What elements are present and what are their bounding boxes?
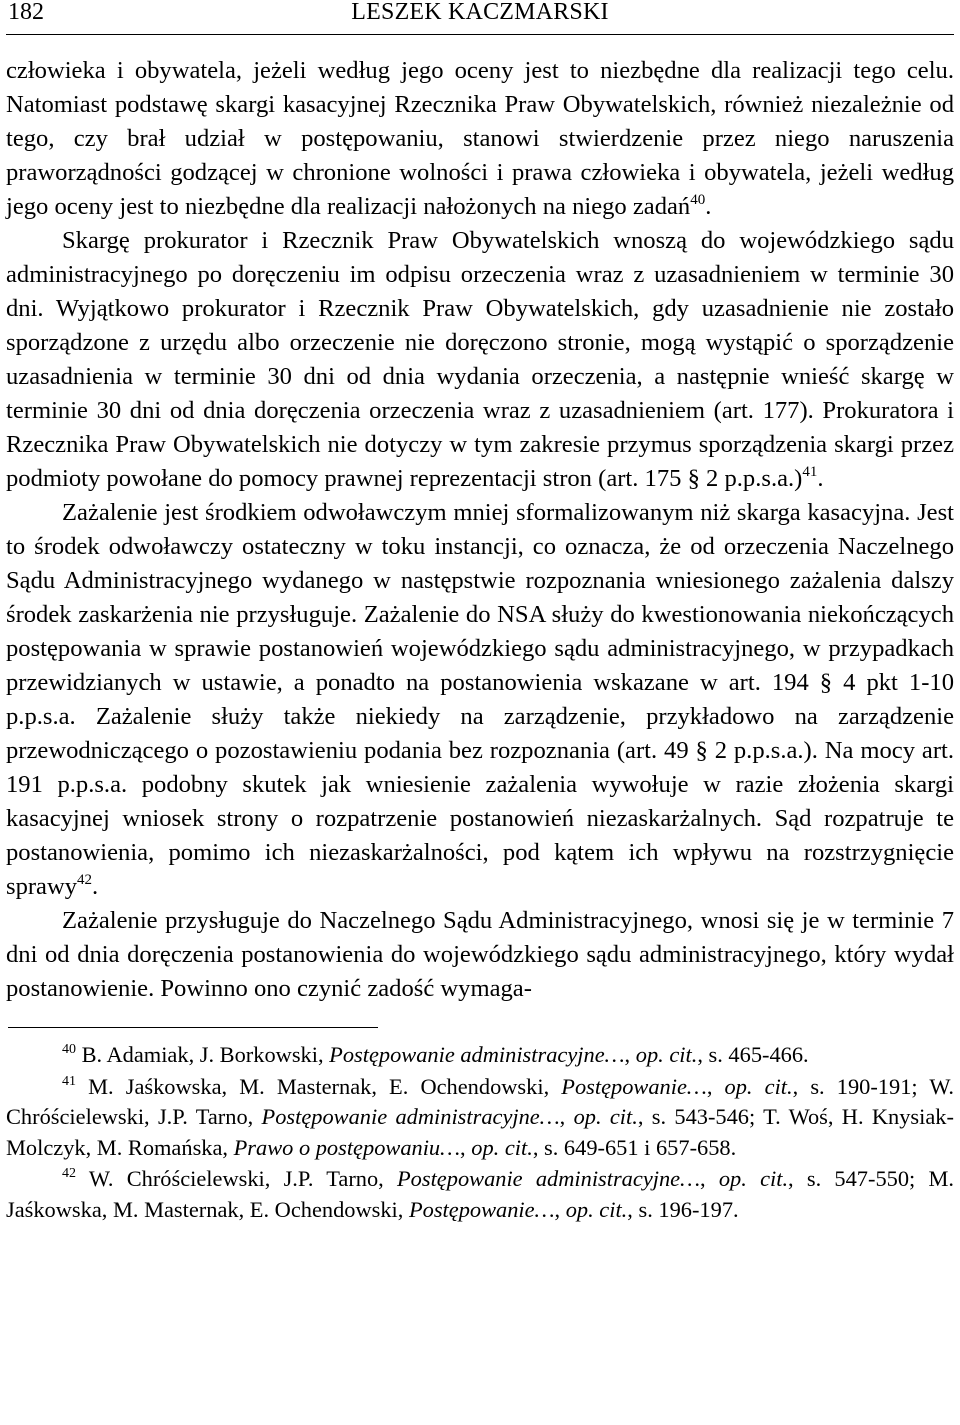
italic-title: op. cit. (565, 1196, 628, 1222)
italic-title: op. cit. (718, 1166, 789, 1191)
text-run: Zażalenie jest środkiem odwoławczym mniej sformalizowanym niż skarga kasacyjna. Jest to środek odwoławczy ostateczny w toku instancji, co oznacza, że od orzeczenia Naczelnego Sądu Administracyjnego wydanego w następstwie rozpoznania wniesionego zażalenia dalszy środek zaskarżenia nie przysługuje. Zażalenie do NSA służy do kwestionowania niekończących postępowania w sprawie postanowień wojewódzkiego sądu administracyjnego, w przypadkach przewidzianych w ustawie, a ponadto na postanowienia wskazane w art. 194 § 4 pkt 1-10 p.p.s.a. Zażalenie służy także niekiedy na zarządzenie, przykładowo na zarządzenie przewodniczącego o pozostawieniu podania bez rozpoznania (art. 49 § 2 p.p.s.a.). Na mocy art. 191 p.p.s.a. podobny skutek jak wniesienie zażalenia wywołuje w razie złożenia skargi kasacyjnej wniosek strony o rozpatrzenie postanowień niezaskarżalnych. Sąd rozpatruje te postanowienia, pomimo ich niezaskarżalności, pod kątem ich wpływu na rozstrzygnięcie sprawy (6, 499, 954, 900)
text-run: . (92, 873, 99, 900)
page-number: 182 (8, 0, 44, 25)
text-run: W. Chróścielewski, J.P. Tarno, (76, 1166, 397, 1191)
italic-title: op. cit. (724, 1073, 793, 1099)
italic-title: op. cit. (635, 1042, 698, 1067)
text-run: , (559, 1104, 574, 1129)
italic-title: op. cit. (573, 1104, 638, 1129)
paragraph (6, 904, 954, 1006)
text-run: człowieka i obywatela, jeżeli według jego oceny jest to niezbędne dla realizacji tego celu. Natomiast podstawę skargi kasacyjnej Rzecznika Praw Obywatelskich, również niezależnie od tego, czy brał udział w postępowaniu, stanowi stwierdzenie przez niego naruszenia praworządności godzącej w chronione wolności i prawa człowieka i obywatela, jeżeli według jego oceny jest to niezbędne dla realizacji nałożonych na niego zadań (6, 57, 954, 220)
running-head: LESZEK KACZMARSKI (351, 0, 609, 25)
text-run: Zażalenie przysługuje do Naczelnego Sądu Administracyjnego, wnosi się je w terminie 7 dni od dnia doręczenia postanowienia do wojewódzkiego sądu administracyjnego, który wydał postanowienie. Powinno ono czynić zadość wymaga- (6, 907, 954, 1002)
text-run: M. Jaśkowska, M. Masternak, E. Ochendowski, (76, 1073, 562, 1099)
italic-title: Postępowanie… (561, 1073, 707, 1099)
paragraph (6, 54, 954, 224)
text-run: , s. 649-651 i 657-658. (532, 1134, 737, 1160)
text-run: , (706, 1073, 725, 1099)
italic-title: Postępowanie… (408, 1196, 555, 1222)
footnote-ref: 40 (62, 1042, 76, 1057)
text-run: , s. 196-197. (627, 1196, 739, 1222)
italic-title: Postępowanie administracyjne… (397, 1166, 701, 1191)
text-run: , s. 190-191; W. Chróścielewski, J.P. Tarno, (6, 1073, 954, 1129)
italic-title: Prawo o postępowaniu… (233, 1134, 461, 1160)
italic-title: Postępowanie administracyjne… (329, 1042, 625, 1067)
footnote-ref: 42 (77, 872, 93, 888)
paragraph (6, 224, 954, 496)
footnote (6, 1164, 954, 1225)
footnote-ref: 40 (690, 192, 706, 208)
footnote (6, 1072, 954, 1164)
body-text (6, 54, 954, 1006)
italic-title: op. cit. (471, 1134, 533, 1160)
text-run: , (554, 1196, 566, 1222)
text-run: B. Adamiak, J. Borkowski, (76, 1042, 330, 1067)
footnote (6, 1040, 954, 1071)
text-run: , s. 543-546; T. Woś, H. Knysiak-Molczyk, M. Romańska, (6, 1104, 954, 1160)
text-run: , s. 465-466. (697, 1042, 809, 1067)
footnotes (6, 1040, 954, 1225)
paragraph (6, 496, 954, 904)
text-run: , (460, 1134, 472, 1160)
text-run: . (817, 465, 824, 492)
text-run: Skargę prokurator i Rzecznik Praw Obywatelskich wnoszą do wojewódzkiego sądu administracyjnego po doręczeniu im odpisu orzeczenia wraz z uzasadnieniem w terminie 30 dni. Wyjątkowo prokurator i Rzecznik Praw Obywatelskich, gdy uzasadnienie nie zostało sporządzone z urzędu albo orzeczenie nie doręczono stronie, mogą wystąpić o sporządzenie uzasadnienia w terminie 30 dni od dnia wydania orzeczenia, a następnie wnieść skargę w terminie 30 dni od dnia doręczenia orzeczenia wraz z uzasadnieniem (art. 177). Prokuratora i Rzecznika Praw Obywatelskich nie dotyczy w tym zakresie przymus sporządzenia skargi przez podmioty powołane do pomocy prawnej reprezentacji stron (art. 175 § 2 p.p.s.a.) (6, 227, 954, 492)
footnote-ref: 41 (802, 464, 818, 480)
text-run: , (700, 1166, 719, 1191)
italic-title: Postępowanie administracyjne… (261, 1104, 560, 1129)
text-run: , (624, 1042, 636, 1067)
footnote-ref: 41 (62, 1073, 76, 1089)
text-run: , s. 547-550; M. Jaśkowska, M. Masternak, E. Ochendowski, (6, 1166, 954, 1222)
text-run: . (705, 193, 712, 220)
footnote-separator (8, 1027, 378, 1028)
footnote-ref: 42 (62, 1166, 76, 1181)
page-header (6, 0, 954, 35)
